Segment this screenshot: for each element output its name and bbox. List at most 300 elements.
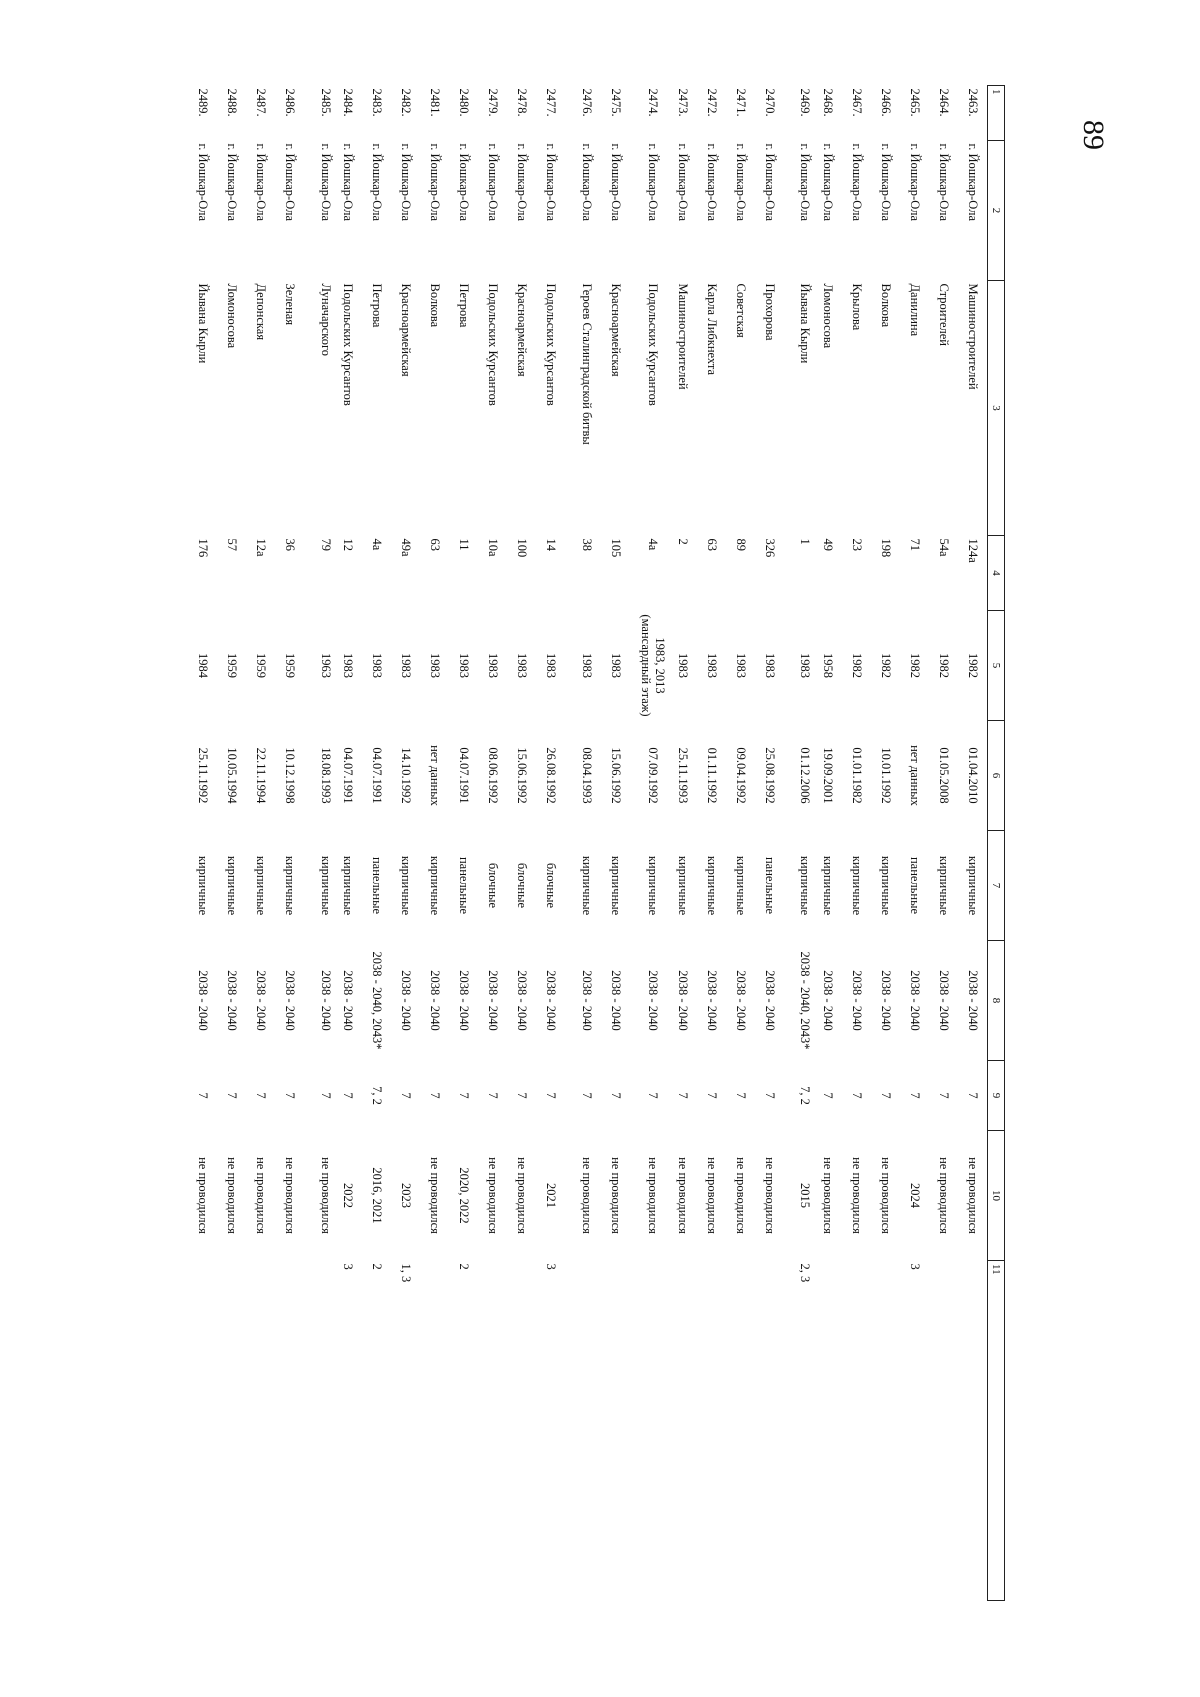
row-number: 2482. (399, 88, 414, 117)
table-row (697, 86, 726, 1601)
year-built-cell: 1983 (580, 653, 594, 678)
planned-period-cell: 2038 - 2040 (486, 970, 501, 1031)
planned-period-cell: 2038 - 2040 (282, 970, 297, 1031)
header-cell: 8 (988, 941, 1005, 1061)
house-number-cell: 89 (733, 538, 748, 551)
row-number: 2465. (908, 88, 923, 117)
note-cell (246, 1261, 275, 1601)
housing-table (188, 85, 1005, 1601)
row-number: 2486. (282, 88, 297, 117)
wall-material-cell: кирпичные (341, 855, 356, 916)
last-repair-cell: 2016, 2021 (370, 1167, 385, 1224)
planned-period-cell: 2038 - 2040 (341, 970, 356, 1031)
year-built-cell: 1984 (195, 653, 210, 678)
date-cell: 01.12.2006 (798, 747, 813, 804)
work-code-cell: 7 (580, 1092, 594, 1099)
row-number: 2476. (580, 88, 594, 117)
street-cell: Ломоносова (224, 283, 239, 349)
work-code-cell: 7 (224, 1092, 239, 1099)
street-cell: Строителей (937, 283, 952, 346)
year-built-cell: 1983 (399, 653, 414, 678)
last-repair-cell: не проводился (733, 1157, 748, 1234)
wall-material-cell: кирпичные (224, 855, 239, 916)
planned-period-cell: 2038 - 2040, 2043* (370, 951, 385, 1050)
table-row (246, 86, 275, 1601)
table-row (843, 86, 872, 1601)
planned-period-cell: 2038 - 2040 (195, 970, 210, 1031)
header-cell: 9 (988, 1061, 1005, 1131)
row-number: 2464. (937, 88, 952, 117)
table-body (188, 86, 987, 1601)
city-cell: г. Йошкар-Ола (282, 143, 297, 222)
date-cell: 04.07.1991 (457, 747, 472, 804)
wall-material-cell: кирпичные (428, 855, 443, 916)
table-row (537, 86, 566, 1601)
last-repair-cell: не проводился (645, 1157, 660, 1234)
house-number-cell: 14 (544, 538, 559, 551)
planned-period-cell: 2038 - 2040 (965, 970, 980, 1031)
table-row (188, 86, 217, 1601)
year-built-cell: 1982 (879, 653, 894, 678)
city-cell: г. Йошкар-Ола (609, 143, 624, 222)
city-cell: г. Йошкар-Ола (580, 143, 594, 222)
street-cell: Петрова (370, 283, 385, 328)
city-cell: г. Йошкар-Ола (908, 143, 923, 222)
date-cell: 07.09.1992 (645, 747, 660, 804)
last-repair-cell: не проводился (428, 1157, 443, 1234)
work-code-cell: 7 (253, 1092, 268, 1099)
wall-material-cell: панельные (908, 856, 923, 915)
house-number-cell: 12а (253, 538, 268, 557)
wall-material-cell: панельные (457, 856, 472, 915)
year-built-cell: 1982 (937, 653, 952, 678)
date-cell: 10.12.1998 (282, 747, 297, 804)
planned-period-cell: 2038 - 2040 (879, 970, 894, 1031)
work-code-cell: 7 (399, 1092, 414, 1099)
house-number-cell: 49а (399, 538, 414, 557)
planned-period-cell: 2038 - 2040, 2043* (798, 951, 813, 1050)
header-cell: 6 (988, 721, 1005, 831)
table-row (930, 86, 959, 1601)
city-cell: г. Йошкар-Ола (645, 143, 660, 222)
note-cell (624, 1261, 668, 1601)
table-row (595, 86, 624, 1601)
street-cell: Советская (733, 283, 748, 338)
house-number-cell: 1 (798, 538, 813, 545)
date-cell: 01.01.1982 (850, 747, 865, 804)
year-built-cell: 1959 (253, 653, 268, 678)
row-number: 2487. (253, 88, 268, 117)
year-built-cell: 1983 (675, 653, 690, 678)
last-repair-cell: не проводился (195, 1157, 210, 1234)
date-cell: 25.11.1992 (195, 747, 210, 804)
wall-material-cell: кирпичные (318, 855, 333, 916)
street-cell: Луначарского (318, 283, 333, 357)
street-cell: Волкова (879, 283, 894, 328)
house-number-cell: 10а (486, 538, 501, 557)
city-cell: г. Йошкар-Ола (341, 143, 356, 222)
table-row (959, 86, 988, 1601)
last-repair-cell: 2021 (544, 1183, 559, 1208)
city-cell: г. Йошкар-Ола (762, 143, 777, 222)
table-row (479, 86, 508, 1601)
note-cell: 3 (908, 1263, 923, 1270)
planned-period-cell: 2038 - 2040 (762, 970, 777, 1031)
city-cell: г. Йошкар-Ола (399, 143, 414, 222)
note-cell (843, 1261, 872, 1601)
work-code-cell: 7 (428, 1092, 443, 1099)
table-row (624, 86, 668, 1601)
table-row (363, 86, 392, 1601)
street-cell: Машиностроителей (675, 283, 690, 390)
header-cell: 2 (988, 141, 1005, 281)
date-cell: 10.05.1994 (224, 747, 239, 804)
table-row (450, 86, 479, 1601)
table-row (217, 86, 246, 1601)
note-cell (872, 1261, 901, 1601)
work-code-cell: 7 (965, 1092, 980, 1099)
table-row (726, 86, 755, 1601)
house-number-cell: 36 (282, 538, 297, 551)
note-cell (930, 1261, 959, 1601)
city-cell: г. Йошкар-Ола (937, 143, 952, 222)
last-repair-cell: не проводился (580, 1157, 594, 1234)
house-number-cell: 4а (370, 538, 385, 551)
last-repair-cell: 2015 (798, 1183, 813, 1208)
work-code-cell: 7 (457, 1092, 472, 1099)
city-cell: г. Йошкар-Ола (224, 143, 239, 222)
year-built-cell: 1983 (544, 653, 559, 678)
wall-material-cell: кирпичные (195, 855, 210, 916)
note-cell: 2 (370, 1263, 385, 1270)
note-cell (697, 1261, 726, 1601)
city-cell: г. Йошкар-Ола (879, 143, 894, 222)
planned-period-cell: 2038 - 2040 (318, 970, 333, 1031)
work-code-cell: 7 (282, 1092, 297, 1099)
note-cell (421, 1261, 450, 1601)
last-repair-cell: не проводился (879, 1157, 894, 1234)
year-built-cell: 1983 (457, 653, 472, 678)
date-cell: 14.10.1992 (399, 747, 414, 804)
street-cell: Красноармейская (609, 283, 624, 377)
date-cell: 09.04.1992 (733, 747, 748, 804)
date-cell: 25.08.1992 (762, 747, 777, 804)
wall-material-cell: кирпичные (399, 855, 414, 916)
date-cell: 04.07.1991 (341, 747, 356, 804)
street-cell: Подольских Курсантов (341, 283, 356, 406)
house-number-cell: 11 (457, 538, 472, 551)
year-built-cell: 1983 (515, 653, 530, 678)
wall-material-cell: кирпичные (675, 855, 690, 916)
year-built-cell: 1983 (609, 653, 624, 678)
date-cell: 15.06.1992 (515, 747, 530, 804)
date-cell: 08.04.1993 (580, 747, 594, 804)
planned-period-cell: 2038 - 2040 (821, 970, 836, 1031)
row-number: 2469. (798, 88, 813, 117)
work-code-cell: 7 (850, 1092, 865, 1099)
last-repair-cell: 2022 (341, 1183, 356, 1208)
date-cell: 19.09.2001 (821, 747, 836, 804)
row-number: 2471. (733, 88, 748, 117)
house-number-cell: 63 (428, 538, 443, 551)
table-row (668, 86, 697, 1601)
street-cell: Зеленая (282, 283, 297, 326)
work-code-cell: 7 (318, 1092, 333, 1099)
work-code-cell: 7 (486, 1092, 501, 1099)
house-number-cell: 49 (821, 538, 836, 551)
note-cell (595, 1261, 624, 1601)
date-cell: 10.01.1992 (879, 747, 894, 804)
year-built-cell: 1983 (762, 653, 777, 678)
row-number: 2467. (850, 88, 865, 117)
planned-period-cell: 2038 - 2040 (645, 970, 660, 1031)
city-cell: г. Йошкар-Ола (850, 143, 865, 222)
city-cell: г. Йошкар-Ола (733, 143, 748, 222)
date-cell: 22.11.1994 (253, 747, 268, 804)
wall-material-cell: кирпичные (704, 855, 719, 916)
table-row (901, 86, 930, 1601)
last-repair-cell: не проводился (253, 1157, 268, 1234)
planned-period-cell: 2038 - 2040 (704, 970, 719, 1031)
year-built-cell: 1959 (282, 653, 297, 678)
row-number: 2489. (195, 88, 210, 117)
work-code-cell: 7 (195, 1092, 210, 1099)
wall-material-cell: блочные (544, 862, 559, 909)
date-cell: 18.08.1993 (318, 747, 333, 804)
city-cell: г. Йошкар-Ола (965, 143, 980, 222)
header-cell: 4 (988, 536, 1005, 611)
street-cell: Героев Сталинградской битвы (580, 283, 594, 445)
work-code-cell: 7 (341, 1092, 356, 1099)
date-cell: 08.06.1992 (486, 747, 501, 804)
note-cell (188, 1261, 217, 1601)
note-cell (479, 1261, 508, 1601)
date-cell: нет данных (908, 745, 923, 806)
last-repair-cell: не проводился (224, 1157, 239, 1234)
work-code-cell: 7 (544, 1092, 559, 1099)
note-cell: 2 (457, 1263, 472, 1270)
note-cell: 3 (544, 1263, 559, 1270)
page-number: 89 (1077, 120, 1110, 150)
city-cell: г. Йошкар-Ола (486, 143, 501, 222)
last-repair-cell: не проводился (318, 1157, 333, 1234)
planned-period-cell: 2038 - 2040 (908, 970, 923, 1031)
city-cell: г. Йошкар-Ола (370, 143, 385, 222)
work-code-cell: 7 (675, 1092, 690, 1099)
note-cell (726, 1261, 755, 1601)
year-built-cell: 1982 (908, 653, 923, 678)
note-cell (566, 1261, 595, 1601)
work-code-cell: 7 (908, 1092, 923, 1099)
planned-period-cell: 2038 - 2040 (733, 970, 748, 1031)
table-row (334, 86, 363, 1601)
table-container (195, 85, 1005, 1600)
street-cell: Подольских Курсантов (645, 283, 660, 406)
year-built-cell: 1983 (798, 653, 813, 678)
last-repair-cell: не проводился (937, 1157, 952, 1234)
header-cell: 5 (988, 611, 1005, 721)
work-code-cell: 7 (609, 1092, 624, 1099)
row-number: 2483. (370, 88, 385, 117)
city-cell: г. Йошкар-Ола (195, 143, 210, 222)
wall-material-cell: кирпичные (645, 855, 660, 916)
wall-material-cell: кирпичные (879, 855, 894, 916)
house-number-cell: 198 (879, 538, 894, 558)
city-cell: г. Йошкар-Ола (318, 143, 333, 222)
year-built-cell: 1982 (850, 653, 865, 678)
year-built-cell: 1983, 2013 (мансардный этаж) (638, 614, 668, 717)
planned-period-cell: 2038 - 2040 (675, 970, 690, 1031)
row-number: 2478. (515, 88, 530, 117)
date-cell: 04.07.1991 (370, 747, 385, 804)
house-number-cell: 124а (965, 538, 980, 563)
header-row (988, 86, 1005, 1601)
wall-material-cell: кирпичные (965, 855, 980, 916)
note-cell (275, 1261, 304, 1601)
wall-material-cell: кирпичные (850, 855, 865, 916)
street-cell: Йывана Кырли (798, 283, 813, 364)
planned-period-cell: 2038 - 2040 (580, 970, 594, 1031)
house-number-cell: 23 (850, 538, 865, 551)
street-cell: Крылова (850, 283, 865, 331)
planned-period-cell: 2038 - 2040 (544, 970, 559, 1031)
wall-material-cell: панельные (370, 856, 385, 915)
last-repair-cell: не проводился (515, 1157, 530, 1234)
table-row (392, 86, 421, 1601)
header-cell: 11 (988, 1261, 1005, 1601)
wall-material-cell: блочные (515, 862, 530, 909)
date-cell: 15.06.1992 (609, 747, 624, 804)
note-cell: 2, 3 (798, 1263, 813, 1283)
last-repair-cell: не проводился (282, 1157, 297, 1234)
planned-period-cell: 2038 - 2040 (850, 970, 865, 1031)
note-cell: 3 (341, 1263, 356, 1270)
row-number: 2472. (704, 88, 719, 117)
date-cell: 25.11.1993 (675, 747, 690, 804)
work-code-cell: 7, 2 (370, 1086, 385, 1105)
year-built-cell: 1963 (318, 653, 333, 678)
city-cell: г. Йошкар-Ола (821, 143, 836, 222)
house-number-cell: 12 (341, 538, 356, 551)
work-code-cell: 7 (515, 1092, 530, 1099)
city-cell: г. Йошкар-Ола (457, 143, 472, 222)
date-cell: нет данных (428, 745, 443, 806)
planned-period-cell: 2038 - 2040 (515, 970, 530, 1031)
table-row (872, 86, 901, 1601)
row-number: 2475. (609, 88, 624, 117)
street-cell: Красноармейская (399, 283, 414, 377)
year-built-cell: 1983 (370, 653, 385, 678)
city-cell: г. Йошкар-Ола (675, 143, 690, 222)
work-code-cell: 7 (879, 1092, 894, 1099)
note-cell (508, 1261, 537, 1601)
last-repair-cell: не проводился (762, 1157, 777, 1234)
work-code-cell: 7, 2 (798, 1086, 813, 1105)
wall-material-cell: кирпичные (798, 855, 813, 916)
year-built-cell: 1982 (965, 653, 980, 678)
house-number-cell: 105 (609, 538, 624, 558)
house-number-cell: 2 (675, 538, 690, 545)
note-cell (304, 1261, 333, 1601)
year-built-cell: 1983 (733, 653, 748, 678)
wall-material-cell: блочные (486, 862, 501, 909)
city-cell: г. Йошкар-Ола (704, 143, 719, 222)
year-built-cell: 1983 (428, 653, 443, 678)
row-number: 2473. (675, 88, 690, 117)
city-cell: г. Йошкар-Ола (253, 143, 268, 222)
last-repair-cell: 2023 (399, 1183, 414, 1208)
house-number-cell: 57 (224, 538, 239, 551)
header-cell: 7 (988, 831, 1005, 941)
last-repair-cell: не проводился (486, 1157, 501, 1234)
planned-period-cell: 2038 - 2040 (609, 970, 624, 1031)
wall-material-cell: кирпичные (821, 855, 836, 916)
wall-material-cell: кирпичные (580, 855, 594, 916)
city-cell: г. Йошкар-Ола (798, 143, 813, 222)
row-number: 2485. (318, 88, 333, 117)
work-code-cell: 7 (733, 1092, 748, 1099)
row-number: 2468. (821, 88, 836, 117)
table-row (304, 86, 333, 1601)
street-cell: Машиностроителей (965, 283, 980, 390)
planned-period-cell: 2038 - 2040 (428, 970, 443, 1031)
house-number-cell: 79 (318, 538, 333, 551)
row-number: 2477. (544, 88, 559, 117)
year-built-cell: 1983 (704, 653, 719, 678)
year-built-cell: 1983 (486, 653, 501, 678)
note-cell (959, 1261, 988, 1601)
house-number-cell: 38 (580, 538, 594, 551)
table-row (755, 86, 784, 1601)
city-cell: г. Йошкар-Ола (515, 143, 530, 222)
house-number-cell: 4а (645, 538, 660, 551)
note-cell (814, 1261, 843, 1601)
last-repair-cell: не проводился (850, 1157, 865, 1234)
table-row (421, 86, 450, 1601)
row-number: 2463. (965, 88, 980, 117)
date-cell: 26.08.1992 (544, 747, 559, 804)
date-cell: 01.04.2010 (965, 747, 980, 804)
planned-period-cell: 2038 - 2040 (224, 970, 239, 1031)
date-cell: 01.05.2008 (937, 747, 952, 804)
row-number: 2474. (645, 88, 660, 117)
planned-period-cell: 2038 - 2040 (937, 970, 952, 1031)
house-number-cell: 326 (762, 538, 777, 558)
house-number-cell: 63 (704, 538, 719, 551)
wall-material-cell: панельные (762, 856, 777, 915)
row-number: 2488. (224, 88, 239, 117)
house-number-cell: 100 (515, 538, 530, 558)
row-number: 2480. (457, 88, 472, 117)
house-number-cell: 71 (908, 538, 923, 551)
header-cell: 3 (988, 281, 1005, 536)
street-cell: Волкова (428, 283, 443, 328)
row-number: 2484. (341, 88, 356, 117)
table-row (508, 86, 537, 1601)
street-cell: Карла Либкнехта (704, 283, 719, 375)
city-cell: г. Йошкар-Ола (428, 143, 443, 222)
work-code-cell: 7 (937, 1092, 952, 1099)
work-code-cell: 7 (704, 1092, 719, 1099)
planned-period-cell: 2038 - 2040 (399, 970, 414, 1031)
street-cell: Прохорова (762, 283, 777, 341)
header-cell: 10 (988, 1131, 1005, 1261)
year-built-cell: 1959 (224, 653, 239, 678)
wall-material-cell: кирпичные (733, 855, 748, 916)
planned-period-cell: 2038 - 2040 (253, 970, 268, 1031)
last-repair-cell: не проводился (821, 1157, 836, 1234)
note-cell (217, 1261, 246, 1601)
